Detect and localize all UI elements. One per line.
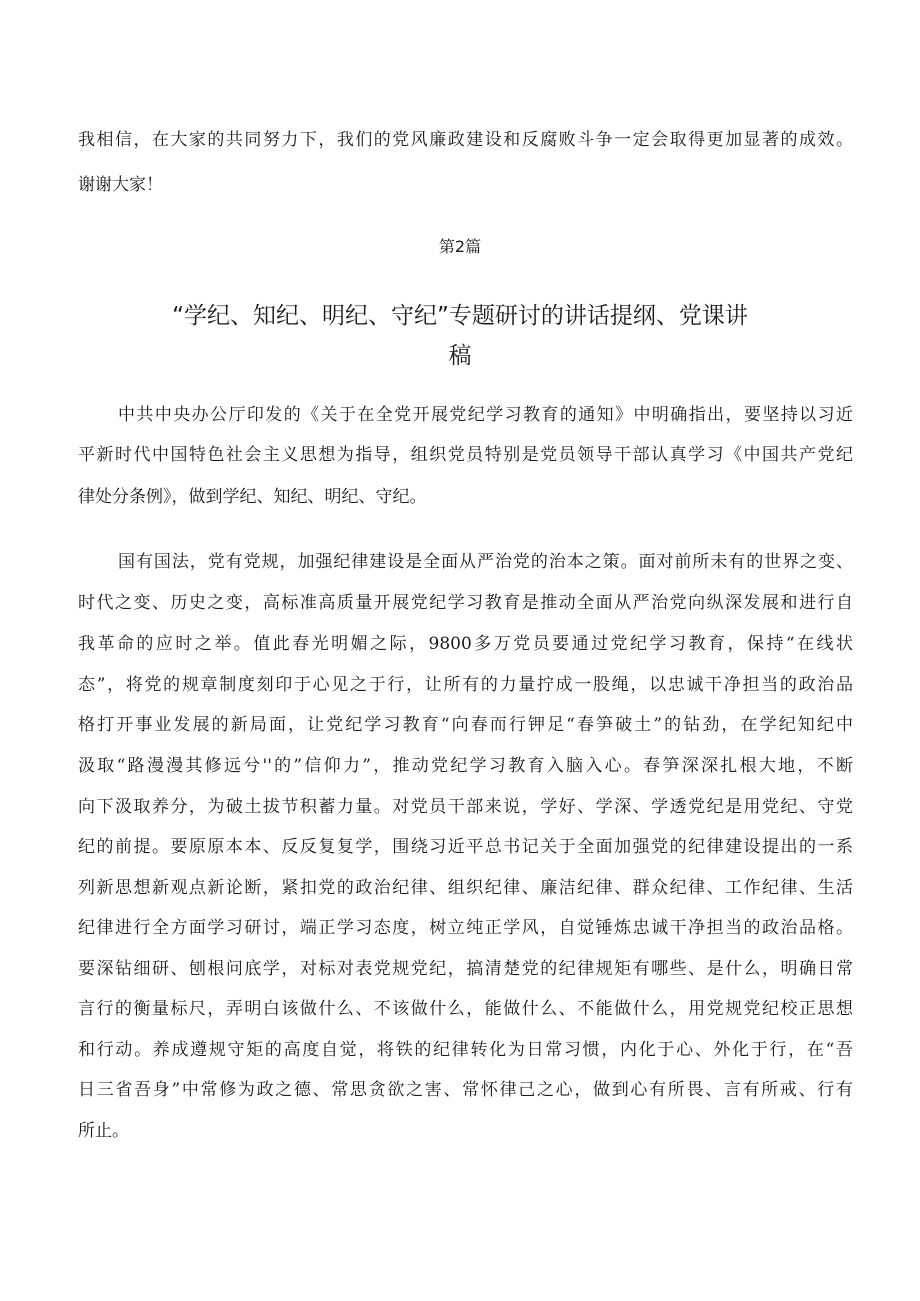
paragraph2-line: 我革命的应时之举。值此春光明媚之际，9800多万党员要通过党纪学习教育，保持“在线状 bbox=[78, 634, 853, 654]
section-label: 第2篇 bbox=[438, 237, 482, 256]
paragraph2-line: 国有国法，党有党规，加强纪律建设是全面从严治党的治本之策。面对前所未有的世界之变、 bbox=[118, 552, 853, 572]
paragraph2-line: 要深钻细研、刨根问底学，对标对表党规党纪，搞清楚党的纪律规矩有哪些、是什么，明确日常 bbox=[78, 959, 853, 979]
paragraph2-line: 列新思想新观点新论断，紧扣党的政治纪律、组织纪律、廉洁纪律、群众纪律、工作纪律、生活 bbox=[78, 878, 853, 898]
closing-line-2: 谢谢大家！ bbox=[78, 175, 163, 195]
paragraph1-line: 平新时代中国特色社会主义思想为指导，组织党员特别是党员领导干部认真学习《中国共产党纪 bbox=[78, 445, 853, 465]
article-title-line-2: 稿 bbox=[448, 343, 472, 369]
paragraph2-line: 格打开事业发展的新局面，让党纪学习教育“向春而行钾足“春笋破土”的钻劲，在学纪知纪中 bbox=[78, 715, 853, 735]
paragraph2-line: 和行动。养成遵规守矩的高度自觉，将铁的纪律转化为日常习惯，内化于心、外化于行，在“吾 bbox=[78, 1040, 853, 1060]
paragraph1-line: 律处分条例》，做到学纪、知纪、明纪、守纪。 bbox=[78, 487, 427, 507]
paragraph2-line: 纪律进行全方面学习研讨，端正学习态度，树立纯正学风，自觉锤炼忠诚干净担当的政治品格。 bbox=[78, 918, 853, 938]
paragraph2-line: 纪的前提。要原原本本、反反复复学，围绕习近平总书记关于全面加强党的纪律建设提出的一系 bbox=[78, 837, 853, 857]
paragraph2-line: 言行的衡量标尺，弄明白该做什么、不该做什么，能做什么、不能做什么，用党规党纪校正思想 bbox=[78, 999, 853, 1019]
article-title-line-1: “学纪、知纪、明纪、守纪”专题研讨的讲话提纲、党课讲 bbox=[172, 303, 748, 329]
paragraph2-line: 向下汲取养分，为破土拔节积蓄力量。对党员干部来说，学好、学深、学透党纪是用党纪、守党 bbox=[78, 797, 853, 817]
paragraph1-line: 中共中央办公厅印发的《关于在全党开展党纪学习教育的通知》中明确指出，要坚持以习近 bbox=[118, 405, 853, 425]
article-title bbox=[0, 296, 920, 376]
paragraph2-line: 所止。 bbox=[78, 1121, 129, 1141]
paragraph2-line: 日三省吾身”中常修为政之德、常思贪欲之害、常怀律己之心，做到心有所畏、言有所戒、行有 bbox=[78, 1080, 853, 1100]
paragraph2-line: 汲取“路漫漫其修远兮''的”信仰力”，推动党纪学习教育入脑入心。春笋深深扎根大地，不断 bbox=[78, 756, 853, 776]
paragraph2-line: 时代之变、历史之变，高标准高质量开展党纪学习教育是推动全面从严治党向纵深发展和进行自 bbox=[78, 593, 853, 613]
paragraph2-line: 态”，将党的规章制度刻印于心见之于行，让所有的力量拧成一股绳，以忠诚干净担当的政治品 bbox=[78, 675, 853, 695]
closing-line-1: 我相信，在大家的共同努力下，我们的党风廉政建设和反腐败斗争一定会取得更加显著的成效。 bbox=[78, 130, 853, 150]
